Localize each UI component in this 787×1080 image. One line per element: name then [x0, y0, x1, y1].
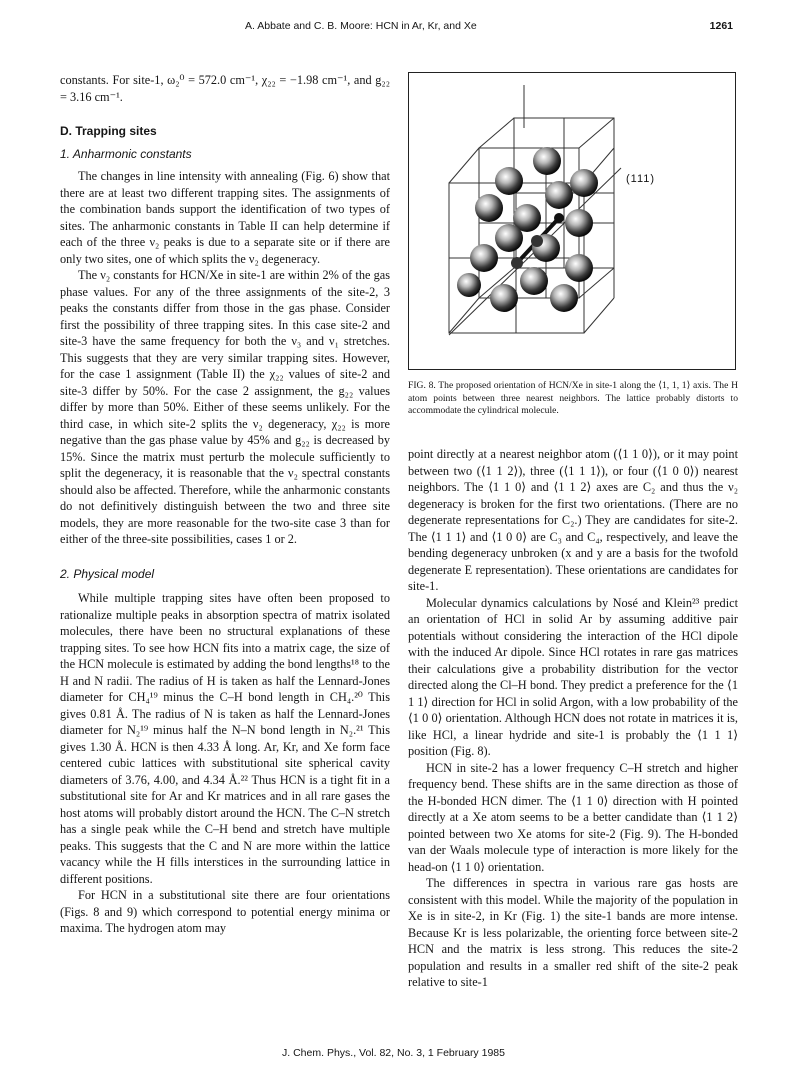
- paragraph-orientations: For HCN in a substitutional site there are four orientations (Figs. 8 and 9) which correspond to potential energy minima or maxima. The hydrogen atom may: [60, 888, 390, 935]
- paragraph-multiple-sites: While multiple trapping sites have often been proposed to rationalize multiple peaks in absorption spectra of matrix isolated molecules, there have been no structural explanations of these trapping sites. To see how HCN fits into a matrix cage, the size of the HCN molecule is estimated by adding the bond lengths¹⁸ to the H and N radii. The radius of H is taken as half the Lennard-Jones diameter for CH₄¹⁹ minus the C–H bond length in CH₄.²⁰ This gives 0.81 Å. The radius of N is taken as half the Lennard-Jones diameter for N₂¹⁹ minus half the N–N bond length in N₂.²¹ This gives 1.30 Å. HCN is then 4.33 Å long. Ar, Kr, and Xe form face centered cubic lattices with substitutional site spherical cavity diameters of 3.76, 4.00, and 4.34 Å.²² Thus HCN is a tight fit in a substitutional site for Ar and Kr matrices and in all rare gases the host atoms will probably distort around the HCN. The C–N stretch has a single peak while the C–H bend and stretch have multiple peaks. This suggests that the C and N are more within the lattice vacancy while the H fills interstices in the surrounding lattice in different positions.: [60, 591, 390, 886]
- subsection-heading-anharmonic: 1. Anharmonic constants: [60, 146, 192, 161]
- paragraph-annealing: The changes in line intensity with annealing (Fig. 6) show that there are at least two different trapping sites. The assignments of the combination bands support the identification of two types of sites. The anharmonic constants in Table II can help determine if each of the three ν₂ peaks is due to a separate site or if there are only two sites, one of which splits the ν₂ degeneracy.: [60, 169, 390, 266]
- axis-direction-label: (111): [626, 173, 656, 185]
- page-number: 1261: [709, 20, 733, 32]
- subsection-heading-physical-model: 2. Physical model: [60, 566, 155, 581]
- figure-caption: FIG. 8. The proposed orientation of HCN/Xe in site-1 along the ⟨1, 1, 1⟩ axis. The H atom points between three nearest neighbors. The lattice probably distorts to accommodate the cylindrical molecule.: [408, 380, 738, 416]
- lattice-diagram: [409, 73, 735, 369]
- intro-paragraph: constants. For site-1, ω₂⁰ = 572.0 cm⁻¹, χ₂₂ = −1.98 cm⁻¹, and g₂₂ = 3.16 cm⁻¹.: [60, 73, 390, 104]
- paragraph-nu2-constants: The ν₂ constants for HCN/Xe in site-1 are within 2% of the gas phase values. For any of the three assignments of the site-2, 3 peaks the constants differ from those in the gas phase. Consider first the possibility of three trapping sites. In this case site-2 and site-3 have the same frequency for both the ν₃ and ν₁ stretches. This suggests that they are very similar trapping sites. However, for the case 1 assignment (Table II) the χ₂₂ values of site-2 and site-3 differ by 50%. For the case 2 assignment, the g₂₂ values differ by more than 50%. Either of these seems unlikely. For the third case, in which site-2 splits the ν₂ degeneracy, χ₂₂ is more negative than the gas phase value by 45% and g₂₂ is decreased by 15%. Since the matrix must perturb the molecule sufficiently to split the degeneracy, it is reasonable that the ν₂ spectral constants should also be affected. Therefore, while the anharmonic constants do not definitively distinguish between the two and three site models, they are more reasonable for the two-site case 3 than for either of the three-site possibilities, cases 1 or 2.: [60, 268, 390, 546]
- paragraph-site-2: HCN in site-2 has a lower frequency C–H stretch and higher frequency bend. These shifts are in the same direction as those of the H-bonded HCN dimer. The ⟨1 1 0⟩ direction with H pointed directly at a Xe atom seems to be a better candidate than ⟨1 1 2⟩ pointed between two Xe atoms for site-2 (Fig. 9). The H-bonded van der Waals molecule type of interaction is more likely for the head-on ⟨1 1 0⟩ orientation.: [408, 760, 738, 874]
- paragraph-rare-gas-hosts: The differences in spectra in various rare gas hosts are consistent with this model. While the majority of the population in Xe is in site-2, in Kr (Fig. 1) the site-1 bands are more intense. Because Kr is less polarizable, the orienting force between site-2 HCN and the matrix is less strong. This reduces the site-2 population and results in a smaller red shift of the site-2 peak relative to site-1: [408, 876, 738, 989]
- journal-citation: J. Chem. Phys., Vol. 82, No. 3, 1 February 1985: [282, 1047, 505, 1059]
- running-head-authors: A. Abbate and C. B. Moore: HCN in Ar, Kr, and Xe: [245, 20, 477, 32]
- paragraph-point-directly: point directly at a nearest neighbor atom (⟨1 1 0⟩), or it may point between two (⟨1 1 2⟩), three (⟨1 1 1⟩), or four (⟨1 0 0⟩) nearest neighbors. The ⟨1 1 0⟩ and ⟨1 1 2⟩ axes are C₂ and thus the ν₂ degeneracy is broken for the first two orientations. (There are no degenerate representations for C₂.) They are candidates for site-2. The ⟨1 1 1⟩ and ⟨1 0 0⟩ are C₃ and C₄, respectively, and leave the bending degeneracy unbroken (x and y are a basis for the twofold degenerate E representation). These orientations are candidates for site-1.: [408, 447, 738, 593]
- right-column: [408, 446, 738, 991]
- running-head: [0, 10, 787, 30]
- paragraph-molecular-dynamics: Molecular dynamics calculations by Nosé and Klein²³ predict an orientation of HCl in solid Ar by assuming additive pair potentials without considering the interaction of the HCl dipole with the induced Ar dipole. Since HCl rotates in rare gas matrices their calculations give a probability distribution for the vector directed along the Cl–H bond. They predict a preference for the ⟨1 1 1⟩ direction for HCl in solid Argon, with a low probability of the ⟨1 0 0⟩ orientation. Although HCN does not rotate in matrices it is, like HCl, a linear hydride and site-1 is probably the ⟨1 1 1⟩ position (Fig. 8).: [408, 595, 738, 758]
- figure-8-frame: [408, 72, 736, 370]
- section-heading-trapping-sites: D. Trapping sites: [60, 124, 157, 138]
- left-column: [60, 72, 390, 937]
